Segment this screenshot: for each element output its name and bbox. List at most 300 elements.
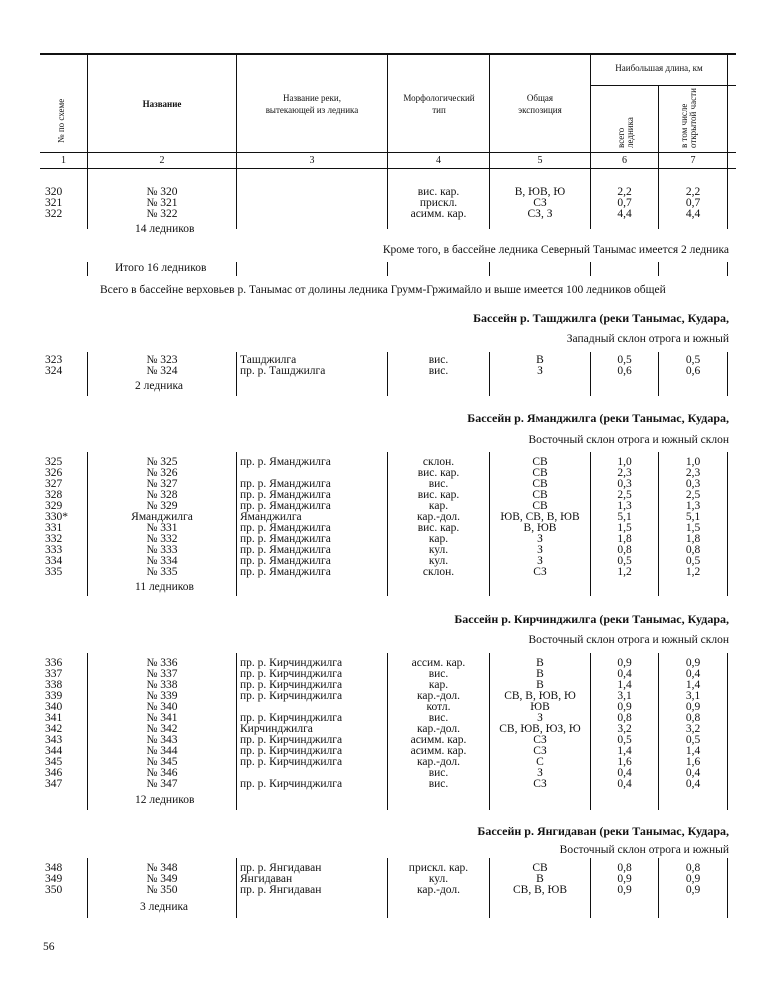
table-cell: 322 [45,208,63,220]
table-cell: СЗ [533,734,547,746]
table-cell: 0,4 [685,778,701,790]
table-cell: 1,5 [617,522,632,534]
table-cell: 3,1 [685,690,701,702]
table-cell: 2,5 [617,489,632,501]
table-cell: пр. р. Яманджилга [240,478,331,490]
column-divider [590,262,591,276]
table-cell: 0,5 [617,555,632,567]
table-cell: 339 [45,690,63,702]
table-cell: С [536,756,544,768]
slope-subheading: Восточный склон отрога и южный склон [528,434,729,446]
table-cell: № 336 [146,657,178,669]
header-divider [489,53,490,169]
table-cell: вис. [428,354,449,366]
table-cell: В, ЮВ [523,522,557,534]
header-divider [236,53,237,169]
scheme-numbers [45,457,68,578]
table-cell: 1,4 [685,745,701,757]
table-cell: 0,5 [685,555,701,567]
table-cell: № 327 [146,478,178,490]
header-bottom-rule [40,152,736,153]
table-cell: кул. [428,544,449,556]
table-cell: вис. [428,668,449,680]
morph-types [388,187,489,220]
table-cell: 0,8 [685,862,701,874]
table-cell: № 346 [146,767,178,779]
glacier-count: 11 ледников [135,581,194,593]
table-cell: № 326 [146,467,178,479]
table-cell: пр. р. Янгидаван [240,862,322,874]
table-cell: 330* [45,511,68,523]
table-cell: пр. р. Кирчинджилга [240,756,343,768]
glacier-count: 2 ледника [135,380,183,392]
table-cell: кул. [428,873,449,885]
table-cell: 1,3 [685,500,701,512]
table-cell: 328 [45,489,63,501]
column-divider [236,169,237,229]
all-glaciers-note: Всего в бассейне верховьев р. Танымас от долины ледника Грумм-Гржимайло и выше имеется 100 ледников общей [100,284,666,296]
header-open-length: в том числе открытой части [679,88,698,148]
table-cell: В [536,668,544,680]
colnum-bottom-rule [40,168,736,169]
header-name: Название [142,99,182,109]
open-lengths [659,457,727,578]
table-cell: 343 [45,734,63,746]
table-cell: кар.-дол. [416,884,461,896]
column-divider [727,262,728,276]
table-cell: 1,3 [617,500,632,512]
table-cell: СЗ [533,197,547,209]
table-cell: Яманджилга [131,511,193,523]
table-cell: пр. р. Янгидаван [240,884,322,896]
table-cell: СВ, В, ЮВ [512,884,567,896]
table-cell: № 338 [146,679,178,691]
table-cell: вис. [428,365,449,377]
table-cell: 2,5 [685,489,701,501]
column-divider [727,452,728,596]
header-divider [727,53,728,169]
table-cell: СВ [532,862,548,874]
column-divider [236,858,237,918]
table-cell: прискл. [419,197,458,209]
table-cell: № 347 [146,778,178,790]
river-names [240,863,321,896]
column-divider [387,262,388,276]
table-cell: вис. [428,778,449,790]
slope-subheading: Восточный склон отрога и южный [559,844,729,856]
table-cell: 0,4 [617,778,632,790]
table-cell: кар. [428,679,449,691]
table-cell: 0,7 [685,197,701,209]
table-cell: 338 [45,679,63,691]
table-cell: пр. р. Яманджилга [240,566,331,578]
table-cell: 323 [45,354,63,366]
table-cell: котл. [426,701,451,713]
table-cell: вис. кар. [417,186,460,198]
table-cell: 332 [45,533,63,545]
table-cell: № 345 [146,756,178,768]
table-cell: № 349 [146,873,178,885]
table-cell: пр. р. Яманджилга [240,456,331,468]
table-cell: 5,1 [685,511,701,523]
table-cell: 321 [45,197,63,209]
table-cell: 342 [45,723,63,735]
table-cell: 348 [45,862,63,874]
table-cell: СЗ, З [527,208,553,220]
table-cell: пр. р. Кирчинджилга [240,734,343,746]
column-divider [236,352,237,396]
table-cell: пр. р. Кирчинджилга [240,657,343,669]
basin-heading: Бассейн р. Ташджилга (реки Танымас, Кудара, [473,311,729,325]
table-cell: пр. р. Кирчинджилга [240,679,343,691]
table-cell: 341 [45,712,63,724]
table-cell: 1,5 [685,522,701,534]
table-cell: Янгидаван [240,873,293,885]
table-cell: № 323 [146,354,178,366]
header-river: Название реки, вытекающей из ледника [265,93,359,115]
morph-types [388,658,489,790]
table-cell: 3,2 [617,723,632,735]
morph-types [388,355,489,377]
glacier-names [88,355,236,377]
table-cell: СВ [532,478,548,490]
table-cell: кар. [428,500,449,512]
header-divider [387,53,388,169]
table-cell: З [537,767,543,779]
table-cell: пр. р. Яманджилга [240,544,331,556]
table-cell: 0,9 [617,701,632,713]
column-number: 1 [61,155,66,166]
expositions [490,863,590,896]
table-cell: 2,3 [617,467,632,479]
table-cell: 3,2 [685,723,701,735]
table-cell: Ташджилга [240,354,297,366]
table-cell: 1,8 [685,533,701,545]
header-divider [87,53,88,169]
table-cell: 0,5 [685,734,701,746]
table-cell: кар.-дол. [416,511,461,523]
table-cell: 0,8 [685,712,701,724]
column-number: 2 [159,155,165,166]
table-cell: СВ, В, ЮВ, Ю [504,690,576,702]
table-cell: 0,4 [617,668,632,680]
table-cell: 324 [45,365,63,377]
table-cell: 0,3 [685,478,701,490]
table-cell: В [536,873,544,885]
morph-types [388,457,489,578]
expositions [490,187,590,220]
table-cell: ЮВ, СВ, В, ЮВ [500,511,580,523]
table-cell: 0,5 [617,734,632,746]
table-cell: № 339 [146,690,178,702]
table-cell: В [536,354,544,366]
table-cell: 0,3 [617,478,632,490]
table-cell: З [537,544,543,556]
glacier-names [88,863,236,896]
table-cell: 350 [45,884,63,896]
column-divider [236,653,237,810]
table-cell: пр. р. Кирчинджилга [240,778,343,790]
table-cell: СВ [532,489,548,501]
table-cell: пр. р. Кирчинджилга [240,668,343,680]
table-cell: 4,4 [685,208,701,220]
table-cell: З [537,533,543,545]
table-cell: 0,9 [617,657,632,669]
river-names [240,355,325,377]
column-divider [727,858,728,918]
table-cell: № 350 [146,884,178,896]
table-cell: 3,1 [617,690,632,702]
table-cell: 0,5 [617,354,632,366]
table-cell: асимм. кар. [410,745,467,757]
table-cell: пр. р. Ташджилга [240,365,326,377]
table-cell: 346 [45,767,63,779]
expositions [490,658,590,790]
table-cell: 0,9 [685,884,701,896]
extra-glaciers-note: Кроме того, в бассейне ледника Северный Танымас имеется 2 ледника [382,244,729,256]
table-cell: 329 [45,500,63,512]
table-cell: кар.-дол. [416,756,461,768]
table-cell: № 320 [146,186,178,198]
table-cell: Кирчинджилга [240,723,313,735]
table-cell: 336 [45,657,63,669]
glacier-count: 3 ледника [140,901,188,913]
table-cell: 349 [45,873,63,885]
table-cell: 1,6 [617,756,632,768]
table-cell: № 333 [146,544,178,556]
glacier-count: 12 ледников [135,794,195,806]
table-cell: 4,4 [617,208,632,220]
basin-heading: Бассейн р. Янгидаван (реки Танымас, Кудара, [477,824,729,838]
table-cell: СЗ [533,745,547,757]
total-lengths [591,457,658,578]
table-cell: 1,8 [617,533,632,545]
table-cell: 1,0 [617,456,632,468]
table-cell: 1,2 [685,566,701,578]
table-cell: № 348 [146,862,178,874]
slope-subheading: Восточный склон отрога и южный склон [528,634,729,646]
table-cell: 2,3 [685,467,701,479]
expositions [490,355,590,377]
header-morph-type: Морфологический тип [403,93,475,115]
table-cell: 0,4 [617,767,632,779]
table-cell: № 331 [146,522,178,534]
open-lengths [659,658,727,790]
table-cell: ЮВ [530,701,550,713]
table-cell: 1,4 [617,745,632,757]
table-cell: З [537,712,543,724]
table-cell: кар.-дол. [416,723,461,735]
table-cell: пр. р. Яманджилга [240,533,331,545]
glacier-names [88,187,236,220]
table-cell: 0,7 [617,197,632,209]
table-cell: 0,9 [685,873,701,885]
table-cell: № 322 [146,208,178,220]
table-cell: № 341 [146,712,178,724]
table-cell: вис. кар. [417,467,460,479]
table-cell: В [536,679,544,691]
total-lengths [591,187,658,220]
table-cell: № 344 [146,745,178,757]
table-cell: № 329 [146,500,178,512]
table-cell: 331 [45,522,63,534]
total-lengths [591,355,658,377]
table-cell: 325 [45,456,63,468]
table-cell: пр. р. Кирчинджилга [240,690,343,702]
table-cell: № 343 [146,734,178,746]
table-cell: 326 [45,467,63,479]
table-cell: 1,2 [617,566,632,578]
table-cell: СВ, ЮВ, ЮЗ, Ю [499,723,581,735]
table-cell: пр. р. Яманджилга [240,489,331,501]
table-cell: № 321 [146,197,178,209]
column-divider [236,452,237,596]
table-cell: 0,6 [617,365,632,377]
table-cell: № 335 [146,566,178,578]
column-divider [87,262,88,276]
table-cell: СЗ [533,778,547,790]
table-cell: 0,6 [685,365,701,377]
expositions [490,457,590,578]
table-cell: пр. р. Яманджилга [240,522,331,534]
column-divider [236,262,237,276]
table-cell: № 340 [146,701,178,713]
table-cell: 2,2 [617,186,632,198]
open-lengths [659,355,727,377]
table-cell: В [536,657,544,669]
table-cell: 337 [45,668,63,680]
table-cell: 0,4 [685,668,701,680]
table-cell: 1,4 [685,679,701,691]
table-cell: 344 [45,745,63,757]
table-cell: 5,1 [617,511,632,523]
table-cell: 0,9 [617,873,632,885]
slope-subheading: Западный склон отрога и южный [566,333,729,345]
table-cell: асимм. кар. [410,734,467,746]
table-cell: 0,8 [617,544,632,556]
table-cell: 340 [45,701,63,713]
table-cell: 0,8 [685,544,701,556]
column-divider [727,169,728,229]
column-divider [727,653,728,810]
table-cell: № 328 [146,489,178,501]
table-cell: 1,6 [685,756,701,768]
table-cell: Яманджилга [240,511,302,523]
table-top-rule [40,53,736,55]
header-max-length: Наибольшая длина, км [615,63,703,73]
river-names [240,658,342,790]
table-cell: 0,9 [685,657,701,669]
table-cell: склон. [422,456,455,468]
table-cell: № 337 [146,668,178,680]
table-cell: прискл. кар. [408,862,469,874]
scheme-numbers [45,355,62,377]
table-cell: кар.-дол. [416,690,461,702]
table-cell: склон. [422,566,455,578]
table-cell: кар. [428,533,449,545]
open-lengths [659,863,727,896]
header-total-length: всего ледника [616,117,635,148]
table-cell: 1,0 [685,456,701,468]
table-cell: 2,2 [685,186,701,198]
table-cell: 0,9 [617,884,632,896]
column-divider [658,262,659,276]
header-scheme-number: № по схеме [56,98,66,143]
river-names [240,457,331,578]
table-cell: ассим. кар. [411,657,466,669]
table-cell: 0,8 [617,862,632,874]
table-cell: СВ [532,500,548,512]
table-cell: пр. р. Яманджилга [240,500,331,512]
table-cell: СЗ [533,566,547,578]
column-number: 7 [690,155,696,166]
total-lengths [591,863,658,896]
table-cell: 0,5 [685,354,701,366]
open-lengths [659,187,727,220]
table-cell: 333 [45,544,63,556]
table-cell: № 324 [146,365,178,377]
column-number: 6 [622,155,627,166]
column-number: 3 [309,155,315,166]
scheme-numbers [45,187,62,220]
basin-heading: Бассейн р. Кирчинджилга (реки Танымас, Кудара, [454,612,729,626]
length-header-rule [590,85,736,86]
header-exposition: Общая экспозиция [518,93,562,115]
table-cell: 0,4 [685,767,701,779]
table-cell: асимм. кар. [410,208,467,220]
table-cell: пр. р. Яманджилга [240,555,331,567]
table-cell: № 334 [146,555,178,567]
table-cell: 0,8 [617,712,632,724]
table-cell: вис. кар. [417,522,460,534]
table-cell: В, ЮВ, Ю [514,186,566,198]
column-divider [727,352,728,396]
table-cell: 347 [45,778,63,790]
table-cell: 345 [45,756,63,768]
table-cell: 334 [45,555,63,567]
column-number: 5 [537,155,543,166]
table-cell: 320 [45,186,63,198]
table-cell: 335 [45,566,63,578]
table-cell: СВ [532,456,548,468]
scheme-numbers [45,863,62,896]
table-cell: пр. р. Кирчинджилга [240,712,343,724]
basin-heading: Бассейн р. Яманджилга (реки Танымас, Кудара, [467,411,729,425]
table-cell: 1,4 [617,679,632,691]
table-cell: вис. кар. [417,489,460,501]
table-cell: З [537,555,543,567]
table-cell: вис. [428,478,449,490]
total-lengths [591,658,658,790]
glacier-names [88,457,236,578]
table-cell: пр. р. Кирчинджилга [240,745,343,757]
table-cell: СВ [532,467,548,479]
table-cell: З [537,365,543,377]
glacier-names [88,658,236,790]
scheme-numbers [45,658,62,790]
total-glaciers: Итого 16 ледников [115,262,207,274]
table-cell: № 342 [146,723,178,735]
glacier-count: 14 ледников [135,223,195,235]
column-divider [489,262,490,276]
table-cell: 327 [45,478,63,490]
table-cell: № 332 [146,533,178,545]
table-cell: вис. [428,712,449,724]
column-number: 4 [436,155,441,166]
table-cell: № 325 [146,456,178,468]
morph-types [388,863,489,896]
table-cell: кул. [428,555,449,567]
